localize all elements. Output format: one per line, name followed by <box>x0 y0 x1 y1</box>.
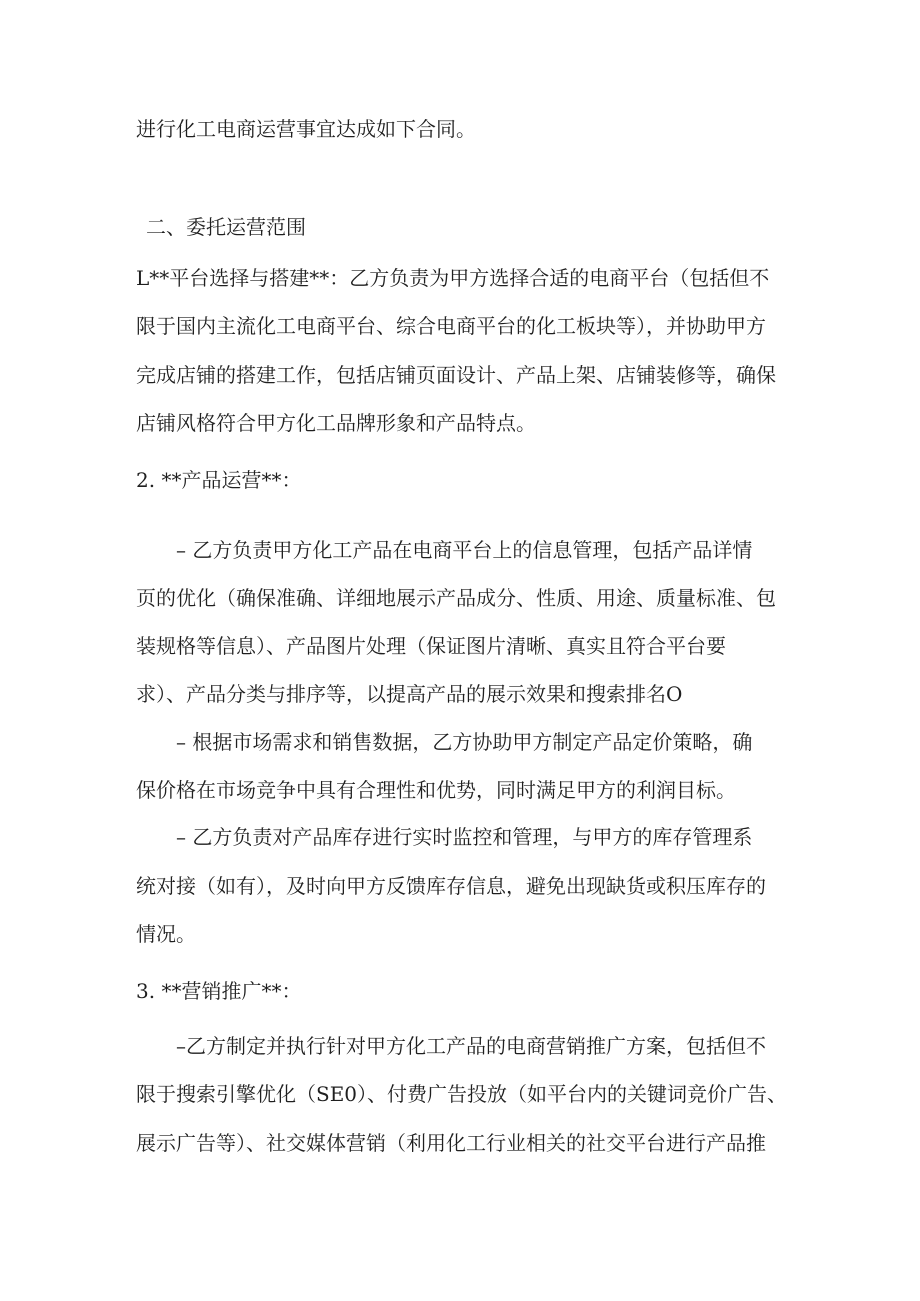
item3-heading: 3. **营销推广**： <box>136 979 302 1003</box>
item2-bullet1-line-3: 装规格等信息）、产品图片处理（保证图片清晰、真实且符合平台要 <box>136 634 726 658</box>
item2-bullet1-line-1: – 乙方负责甲方化工产品在电商平台上的信息管理，包括产品详情 <box>176 538 753 562</box>
section-heading: 二、委托运营范围 <box>146 215 306 239</box>
item2-bullet1-line-2: 页的优化（确保准确、详细地展示产品成分、性质、用途、质量标准、包 <box>136 586 776 610</box>
item1-line-1: L**平台选择与搭建**：乙方负责为甲方选择合适的电商平台（包括但不 <box>136 266 770 290</box>
item2-bullet3-line-2: 统对接（如有），及时向甲方反馈库存信息，避免出现缺货或积压库存的 <box>136 874 766 898</box>
item2-bullet1-line-4: 求）、产品分类与排序等，以提高产品的展示效果和搜索排名O <box>136 682 683 706</box>
item3-bullet1-line-1: –乙方制定并执行针对甲方化工产品的电商营销推广方案，包括但不 <box>176 1034 766 1058</box>
item1-line-4: 店铺风格符合甲方化工品牌形象和产品特点。 <box>136 411 536 435</box>
item3-bullet1-line-3: 展示广告等）、社交媒体营销（利用化工行业相关的社交平台进行产品推 <box>136 1131 766 1155</box>
item2-heading: 2. **产品运营**： <box>136 468 302 492</box>
item1-line-3: 完成店铺的搭建工作，包括店铺页面设计、产品上架、店铺装修等，确保 <box>136 363 776 387</box>
item2-bullet3-line-3: 情况。 <box>136 922 196 946</box>
item2-bullet2-line-1: – 根据市场需求和销售数据，乙方协助甲方制定产品定价策略，确 <box>176 730 753 754</box>
item2-bullet3-line-1: – 乙方负责对产品库存进行实时监控和管理，与甲方的库存管理系 <box>176 825 753 849</box>
item3-bullet1-line-2: 限于搜索引擎优化（SE0）、付费广告投放（如平台内的关键词竞价广告、 <box>136 1082 788 1106</box>
item2-bullet2-line-2: 保价格在市场竞争中具有合理性和优势，同时满足甲方的利润目标。 <box>136 778 736 802</box>
item1-line-2: 限于国内主流化工电商平台、综合电商平台的化工板块等），并协助甲方 <box>136 314 766 338</box>
intro-line: 进行化工电商运营事宜达成如下合同。 <box>136 117 476 141</box>
